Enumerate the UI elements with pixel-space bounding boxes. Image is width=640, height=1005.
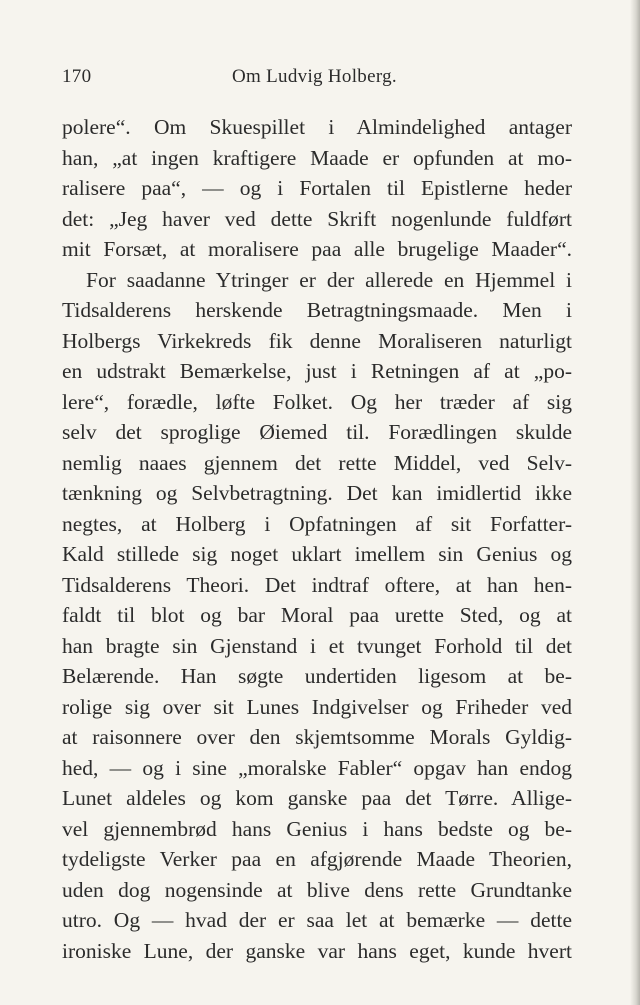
running-head	[62, 66, 572, 92]
text-line: vel gjennembrød hans Genius i hans bedste og be-	[62, 816, 572, 841]
body-text	[62, 112, 572, 966]
page-number: 170	[62, 66, 92, 87]
running-title: Om Ludvig Holberg.	[232, 66, 397, 87]
text-line: at raisonnere over den skjemtsomme Morals Gyldig-	[62, 725, 572, 749]
page-edge-shadow	[630, 0, 640, 1005]
text-line: Tidsalderens Theori. Det indtraf oftere, at han hen-	[62, 572, 572, 597]
text-line: utro. Og — hvad der er saa let at bemærke — dette	[62, 908, 572, 932]
text-line: det: „Jeg haver ved dette Skrift nogenlunde fuldført	[62, 206, 572, 231]
text-line: ralisere paa“, — og i Fortalen til Epistlerne heder	[62, 176, 572, 200]
text-line: polere“. Om Skuespillet i Almindelighed antager	[62, 115, 572, 139]
text-line: en udstrakt Bemærkelse, just i Retningen af at „po-	[62, 359, 572, 383]
text-line: han bragte sin Gjenstand i et tvunget Forhold til det	[62, 633, 572, 658]
text-line: Kald stillede sig noget uklart imellem sin Genius og	[62, 542, 572, 566]
text-line: negtes, at Holberg i Opfatningen af sit Forfatter-	[62, 511, 572, 536]
text-line: nemlig naaes gjennem det rette Middel, ved Selv-	[62, 450, 572, 475]
text-line: hed, — og i sine „moralske Fabler“ opgav han endog	[62, 755, 572, 780]
text-line: tydeligste Verker paa en afgjørende Maade Theorien,	[62, 847, 572, 871]
text-line: For saadanne Ytringer er der allerede en Hjemmel i	[86, 267, 572, 292]
text-line: tænkning og Selvbetragtning. Det kan imidlertid ikke	[62, 481, 572, 505]
text-line: faldt til blot og bar Moral paa urette Sted, og at	[62, 603, 572, 627]
text-line: Lunet aldeles og kom ganske paa det Tørre. Allige-	[62, 786, 572, 810]
text-line: mit Forsæt, at moralisere paa alle brugelige Maader“.	[62, 237, 572, 261]
text-line: Belærende. Han søgte undertiden ligesom at be-	[62, 664, 572, 688]
text-line: lere“, forædle, løfte Folket. Og her træder af sig	[62, 389, 572, 414]
text-line: rolige sig over sit Lunes Indgivelser og Friheder ved	[62, 694, 572, 719]
text-line: ironiske Lune, der ganske var hans eget, kunde hvert	[62, 938, 572, 963]
text-line: Holbergs Virkekreds fik denne Moraliseren naturligt	[62, 328, 572, 353]
text-line: selv det sproglige Øiemed til. Forædlingen skulde	[62, 420, 572, 444]
text-line: han, „at ingen kraftigere Maade er opfunden at mo-	[62, 145, 572, 170]
text-line: Tidsalderens herskende Betragtningsmaade. Men i	[62, 298, 572, 322]
text-line: uden dog nogensinde at blive dens rette Grundtanke	[62, 877, 572, 902]
